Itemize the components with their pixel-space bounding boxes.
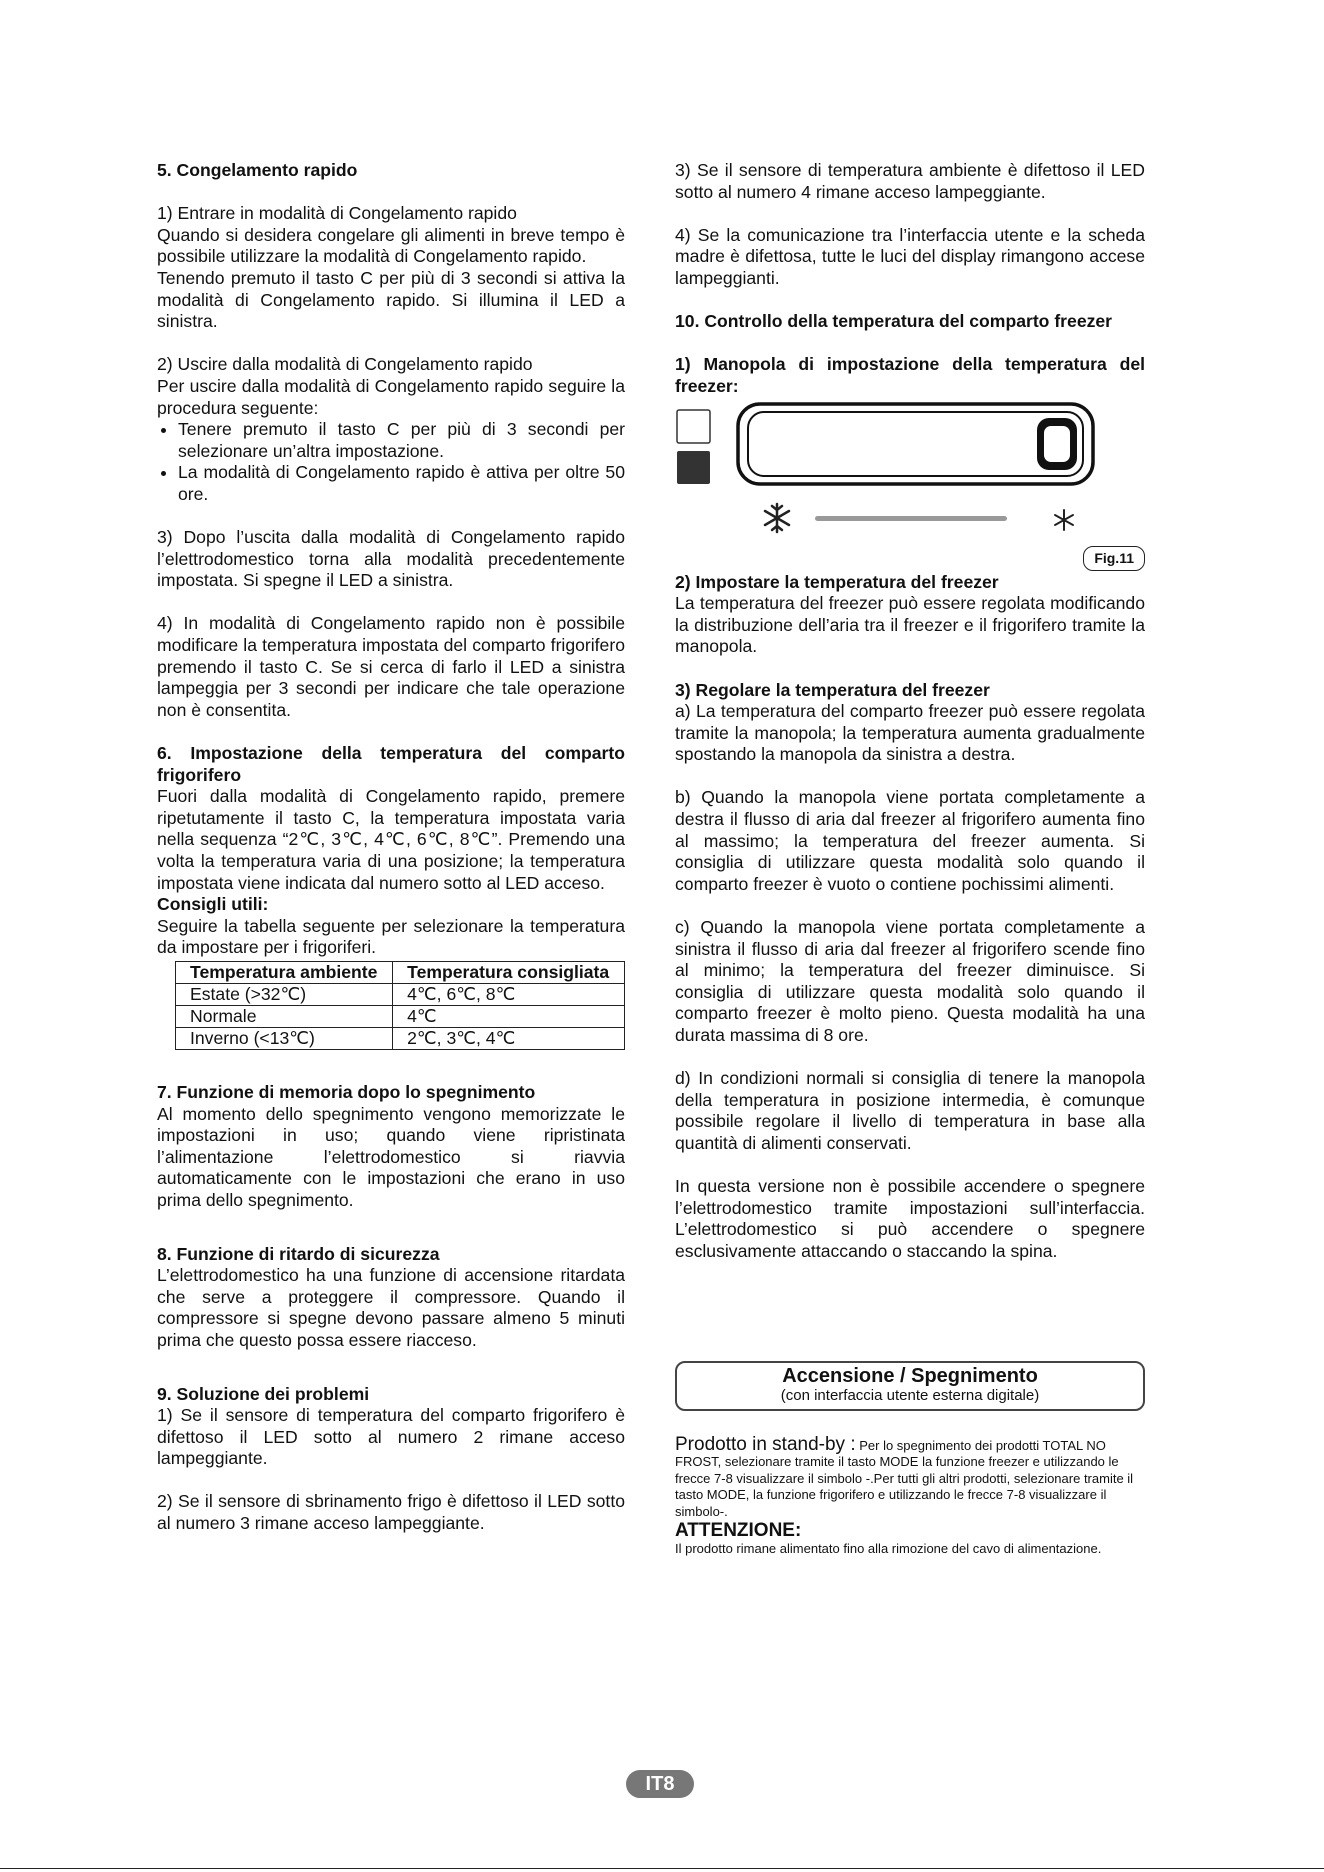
section-10-3-title: 3) Regolare la temperatura del freezer [675, 679, 990, 700]
range-indicator [815, 516, 1007, 521]
section-7-title: 7. Funzione di memoria dopo lo spegnimento [157, 1081, 536, 1102]
table-row [176, 1027, 625, 1049]
section-5-2-paragraph: Per uscire dalla modalità di Congelamento rapido seguire la procedura seguente: [157, 375, 625, 418]
attention-title: ATTENZIONE: [675, 1520, 802, 1542]
section-10-note: In questa versione non è possibile accendere o spegnere l’elettrodomestico tramite impostazioni sull’interfaccia. L’elettrodomestico si può accendere o spegnere esclusivamente attaccando o staccando la spina. [675, 1176, 1145, 1261]
section-10-3-c: c) Quando la manopola viene portata completamente a sinistra il flusso di aria dal freezer al frigorifero scende fino al minimo; la temperatura del freezer diminuisce. Si consiglia di utilizzare questa modalità solo quando il comparto freezer è molto pieno. Questa modalità ha una durata massima di 8 ore. [675, 917, 1145, 1045]
section-9-4-paragraph: 4) Se la comunicazione tra l’interfaccia utente e la scheda madre è difettosa, tutte le luci del display rimangono accese lampeggianti. [675, 224, 1145, 288]
power-box-subtitle: (con interfaccia utente esterna digitale) [780, 1386, 1040, 1404]
standby-lead: Prodotto in stand-by : [675, 1433, 856, 1455]
table-cell: 4℃, 6℃, 8℃ [393, 983, 625, 1005]
standby-text: Per lo spegnimento dei prodotti TOTAL NO FROST, selezionare tramite il tasto MODE la funzione freezer e utilizzando le frecce 7-8 visualizzare il simbolo -.Per tutti gli altri prodotti, selezionare tramite il tasto MODE, la funzione frigorifero e utilizzando le frecce 7-8 visualizzare il simbolo-. [675, 1437, 1134, 1519]
section-5-3-paragraph: 3) Dopo l’uscita dalla modalità di Congelamento rapido l’elettrodomestico torna alla modalità precedentemente impostata. Si spegne il LED a sinistra. [157, 527, 625, 591]
section-5-4-paragraph: 4) In modalità di Congelamento rapido non è possibile modificare la temperatura impostata del comparto frigorifero premendo il tasto C. Se si cerca di farlo il LED a sinistra lampeggia per 3 secondi per indicare che tale operazione non è consentita. [157, 613, 625, 720]
section-8-paragraph: L’elettrodomestico ha una funzione di accensione ritardata che serve a proteggere il compressore. Quando il compressore si spegne devono passare almeno 5 minuti prima che questo possa essere riacceso. [157, 1265, 625, 1350]
power-box-title: Accensione / Spegnimento [782, 1364, 1038, 1387]
freezer-knob-diagram [675, 398, 1145, 572]
table-cell: 2℃, 3℃, 4℃ [393, 1027, 625, 1049]
section-6-title: 6. Impostazione della temperatura del comparto frigorifero [157, 743, 625, 785]
section-6-paragraph: Fuori dalla modalità di Congelamento rapido, premere ripetutamente il tasto C, la temperatura impostata varia nella sequenza “2℃, 3℃, 4℃, 6℃, 8℃”. Premendo una volta la temperatura varia di una posizione; la temperatura impostata viene indicata dal numero sotto al LED acceso. [157, 786, 625, 893]
table-cell: Estate (>32℃) [176, 983, 393, 1005]
table-row [176, 1005, 625, 1027]
section-8-title: 8. Funzione di ritardo di sicurezza [157, 1243, 440, 1264]
standby-paragraph [675, 1433, 1145, 1521]
freezer-knob-figure [675, 398, 1145, 572]
page-number: IT8 [626, 1770, 694, 1798]
bottom-divider [0, 1868, 1324, 1869]
power-box [675, 1361, 1145, 1411]
snowflake-left-icon [765, 504, 789, 532]
snowflake-right-icon [1055, 510, 1073, 530]
section-9-2-paragraph: 2) Se il sensore di sbrinamento frigo è difettoso il LED sotto al numero 3 rimane acceso lampeggiante. [157, 1491, 625, 1534]
table-cell: Inverno (<13℃) [176, 1027, 393, 1049]
tips-paragraph: Seguire la tabella seguente per selezionare la temperatura da impostare per i frigoriferi. [157, 915, 625, 958]
attention-text: Il prodotto rimane alimentato fino alla rimozione del cavo di alimentazione. [675, 1541, 1102, 1557]
section-9-1-paragraph: 1) Se il sensore di temperatura del comparto frigorifero è difettoso il LED sotto al numero 2 rimane acceso lampeggiante. [157, 1405, 625, 1469]
figure-label: Fig.11 [1083, 546, 1145, 572]
section-10-2-title: 2) Impostare la temperatura del freezer [675, 571, 999, 592]
section-5-1-title: 1) Entrare in modalità di Congelamento rapido [157, 203, 517, 224]
section-10-1-title: 1) Manopola di impostazione della temperatura del freezer: [675, 354, 1145, 396]
led-outline-icon [677, 410, 710, 443]
knob-handle-inner [1044, 426, 1070, 462]
section-10-2-paragraph: La temperatura del freezer può essere regolata modificando la distribuzione dell’aria tra il freezer e il frigorifero tramite la manopola. [675, 593, 1145, 657]
table-header-ambient: Temperatura ambiente [176, 961, 393, 983]
section-5-2-title: 2) Uscire dalla modalità di Congelamento rapido [157, 354, 533, 375]
led-filled-icon [677, 451, 710, 484]
list-item: • La modalità di Congelamento rapido è attiva per oltre 50 ore. [178, 462, 625, 505]
knob-track [748, 412, 1083, 476]
section-10-3-d: d) In condizioni normali si consiglia di tenere la manopola della temperatura in posizione intermedia, è comunque possibile regolare il livello di temperatura in base alla quantità di alimenti conservati. [675, 1068, 1145, 1153]
section-7-paragraph: Al momento dello spegnimento vengono memorizzate le impostazioni in uso; quando viene ripristinata l’alimentazione l’elettrodomestico si riavvia automaticamente con le impostazioni che erano in uso prima dello spegnimento. [157, 1103, 625, 1210]
table-row [176, 983, 625, 1005]
section-10-title: 10. Controllo della temperatura del comparto freezer [675, 311, 1113, 332]
temperature-table [175, 961, 625, 1050]
table-header-recommended: Temperatura consigliata [393, 961, 625, 983]
section-10-3-a: a) La temperatura del comparto freezer può essere regolata tramite la manopola; la temperatura aumenta gradualmente spostando la manopola da sinistra a destra. [675, 701, 1145, 765]
section-5-2-list [157, 419, 625, 505]
left-column [157, 160, 625, 1535]
right-column [675, 160, 1145, 1558]
list-item: • Tenere premuto il tasto C per più di 3 secondi per selezionare un’altra impostazione. [178, 419, 625, 462]
section-5-1-paragraph-2: Tenendo premuto il tasto C per più di 3 secondi si attiva la modalità di Congelamento rapido. Si illumina il LED a sinistra. [157, 267, 625, 332]
section-5-1-paragraph-1: Quando si desidera congelare gli alimenti in breve tempo è possibile utilizzare la modalità di Congelamento rapido. [157, 224, 625, 267]
table-cell: Normale [176, 1005, 393, 1027]
table-cell: 4℃ [393, 1005, 625, 1027]
section-9-title: 9. Soluzione dei problemi [157, 1383, 370, 1404]
section-9-3-paragraph: 3) Se il sensore di temperatura ambiente è difettoso il LED sotto al numero 4 rimane acceso lampeggiante. [675, 160, 1145, 202]
section-10-3-b: b) Quando la manopola viene portata completamente a destra il flusso di aria dal freezer al frigorifero aumenta fino al massimo; la temperatura del freezer aumenta. Si consiglia di utilizzare questa modalità solo quando il comparto freezer è vuoto o contiene pochissimi alimenti. [675, 787, 1145, 894]
section-5-title: 5. Congelamento rapido [157, 160, 358, 180]
tips-title: Consigli utili: [157, 894, 269, 915]
